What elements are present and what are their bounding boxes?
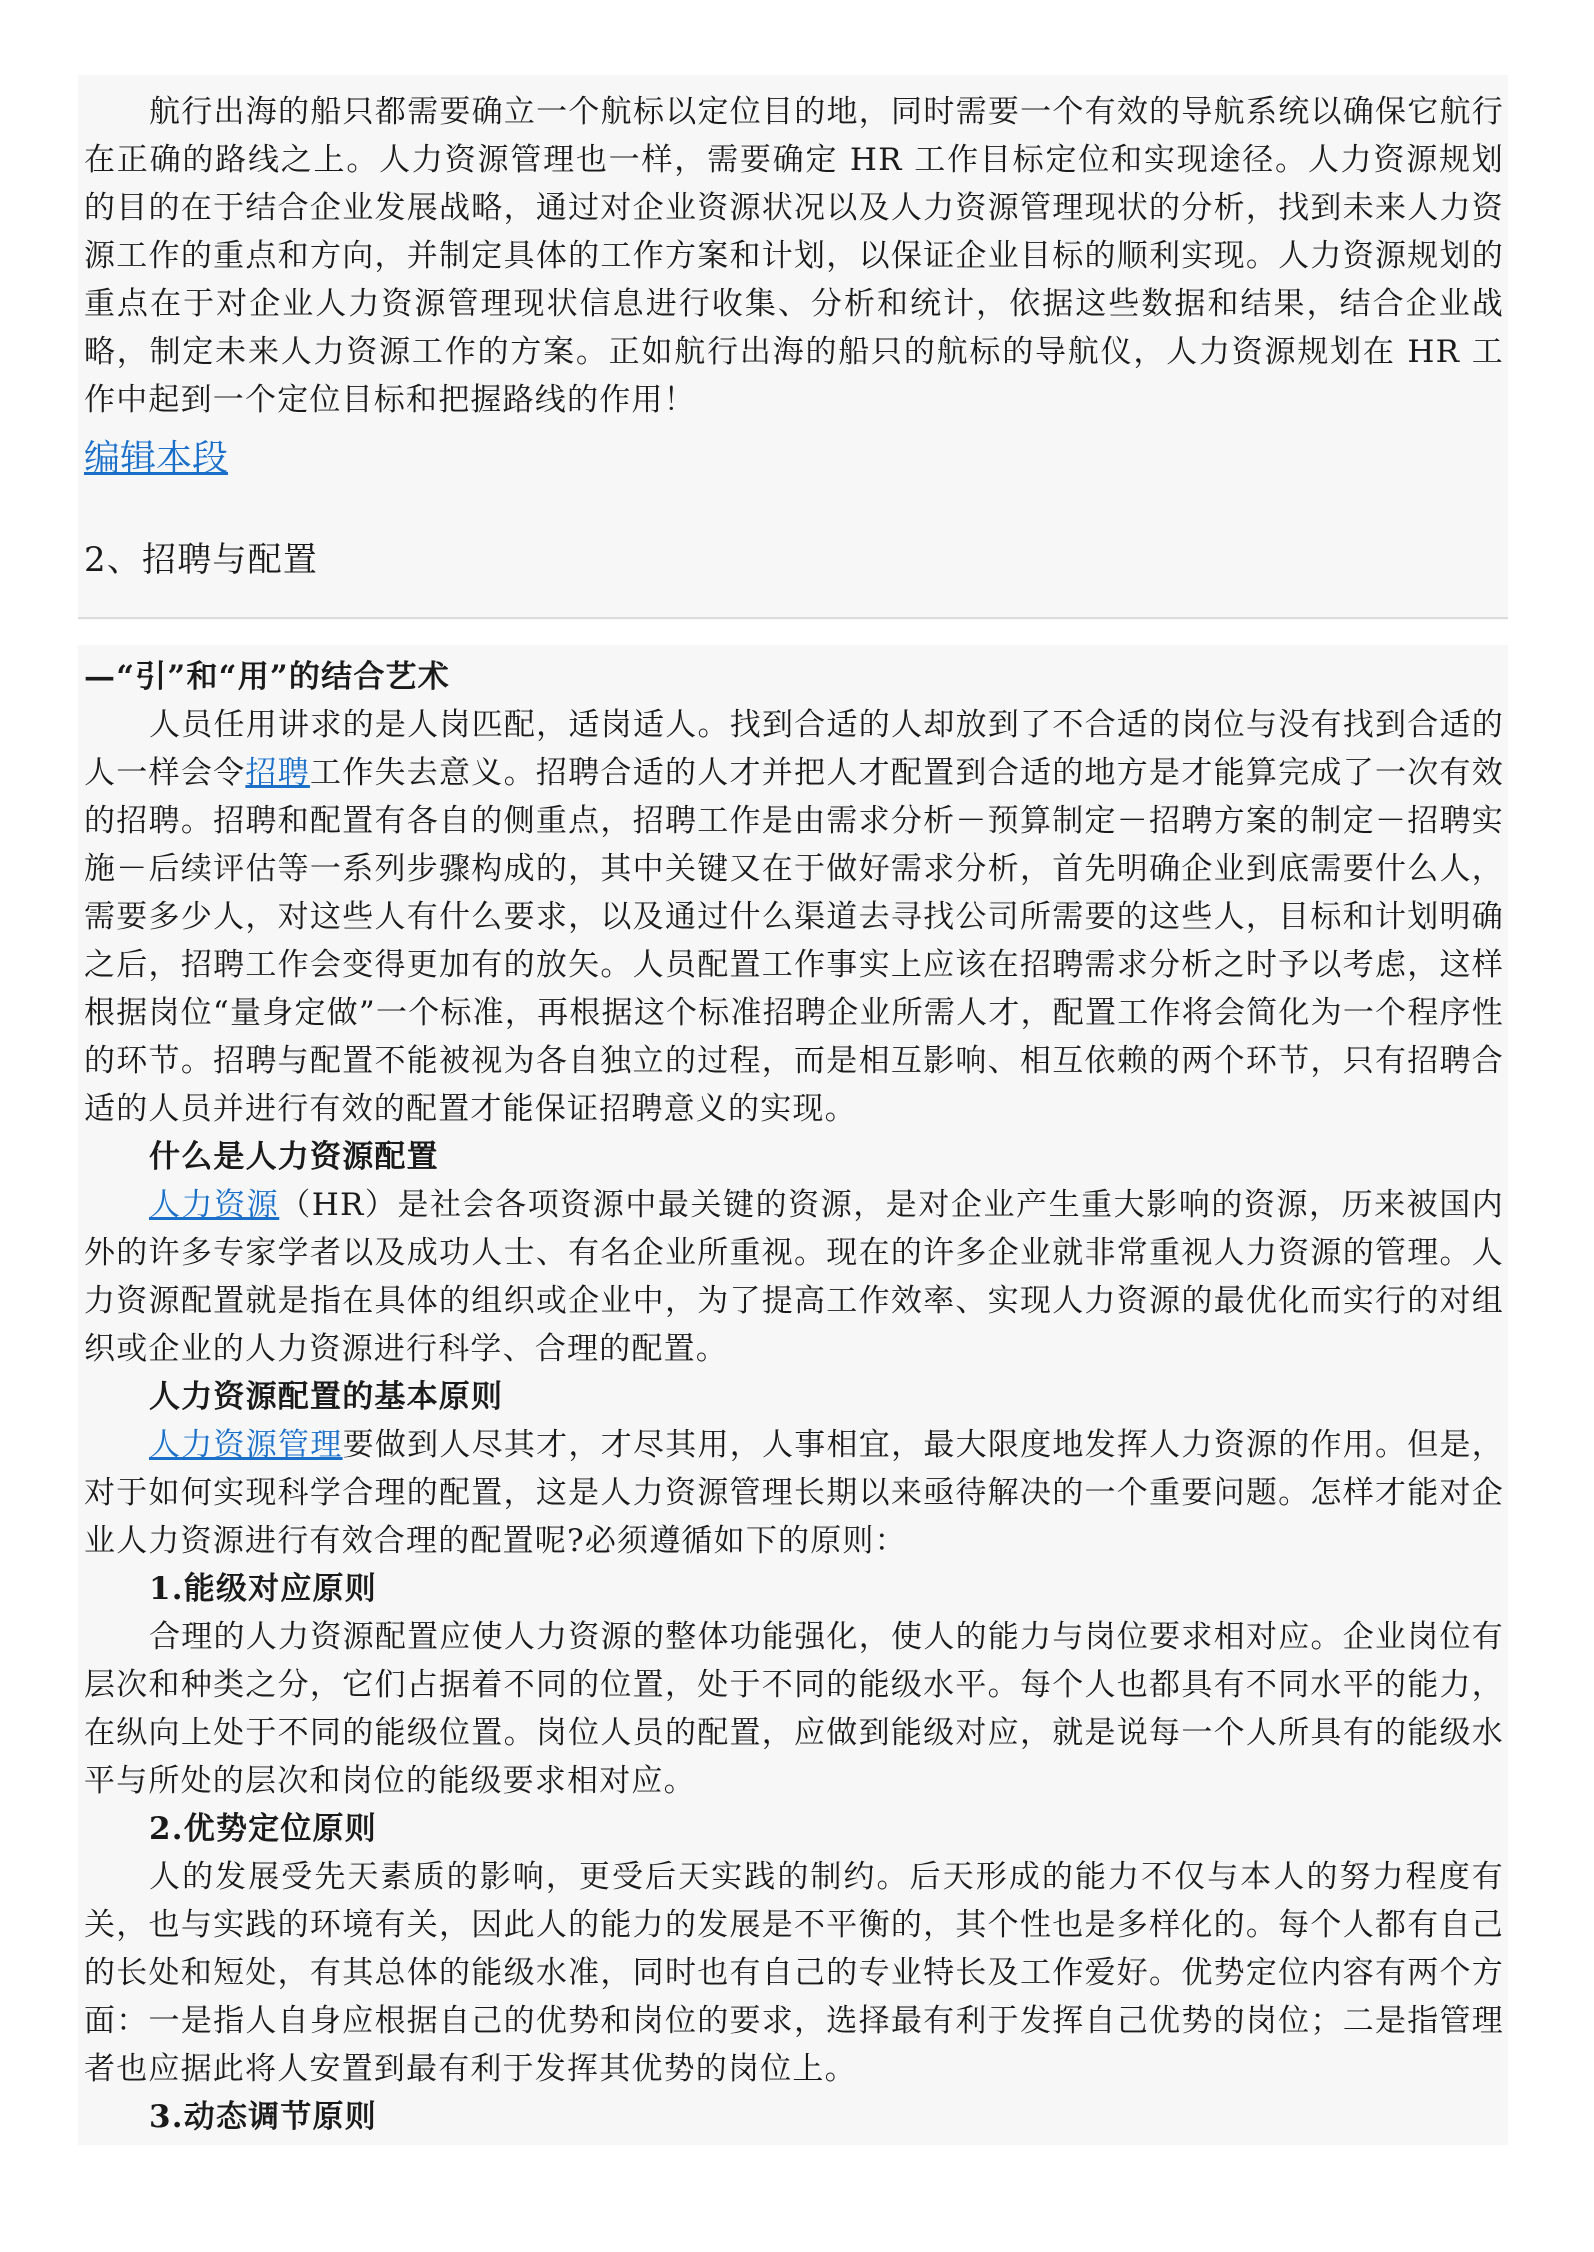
recruitment-paragraph: 人员任用讲求的是人岗匹配，适岗适人。找到合适的人却放到了不合适的岗位与没有找到合适的人一样会令招聘工作失去意义。招聘合适的人才并把人才配置到合适的地方是才能算完成了一次有效的招聘。招聘和配置有各自的侧重点，招聘工作是由需求分析－预算制定－招聘方案的制定－招聘实施－后续评估等一系列步骤构成的，其中关键又在于做好需求分析，首先明确企业到底需要什么人，需要多少人，对这些人有什么要求，以及通过什么渠道去寻找公司所需要的这些人，目标和计划明确之后，招聘工作会变得更加有的放矢。人员配置工作事实上应该在招聘需求分析之时予以考虑，这样根据岗位“量身定做”一个标准，再根据这个标准招聘企业所需人才，配置工作将会简化为一个程序性的环节。招聘与配置不能被视为各自独立的过程，而是相互影响、相互依赖的两个环节，只有招聘合适的人员并进行有效的配置才能保证招聘意义的实现。 — [84, 707, 1505, 1127]
principle-1-paragraph: 合理的人力资源配置应使人力资源的整体功能强化，使人的能力与岗位要求相对应。企业岗位有层次和种类之分，它们占据着不同的位置，处于不同的能级水平。每个人也都具有不同水平的能力，在纵向上处于不同的能级位置。岗位人员的配置，应做到能级对应，就是说每一个人所具有的能级水平与所处的层次和岗位的能级要求相对应。 — [84, 1619, 1504, 1799]
principles-intro-paragraph: 人力资源管理要做到人尽其才，才尽其用，人事相宜，最大限度地发挥人力资源的作用。但是，对于如何实现科学合理的配置，这是人力资源管理长期以来亟待解决的一个重要问题。怎样才能对企业人力资源进行有效合理的配置呢?必须遵循如下的原则： — [84, 1427, 1505, 1559]
section-divider — [78, 617, 1508, 619]
section-heading: 2、招聘与配置 — [84, 540, 319, 580]
principle-3-heading: 3.动态调节原则 — [149, 2099, 377, 2135]
hr-definition-paragraph: 人力资源（HR）是社会各项资源中最关键的资源，是对企业产生重大影响的资源，历来被国内外的许多专家学者以及成功人士、有名企业所重视。现在的许多企业就非常重视人力资源的管理。人力资源配置就是指在具体的组织或企业中，为了提高工作效率、实现人力资源的最优化而实行的对组织或企业的人力资源进行科学、合理的配置。 — [84, 1187, 1504, 1367]
intro-paragraph: 航行出海的船只都需要确立一个航标以定位目的地，同时需要一个有效的导航系统以确保它航行在正确的路线之上。人力资源管理也一样，需要确定 HR 工作目标定位和实现途径。人力资源规划的目的在于结合企业发展战略，通过对企业资源状况以及人力资源管理现状的分析，找到未来人力资源工作的重点和方向，并制定具体的工作方案和计划，以保证企业目标的顺利实现。人力资源规划的重点在于对企业人力资源管理现状信息进行收集、分析和统计，依据这些数据和结果，结合企业战略，制定未来人力资源工作的方案。正如航行出海的船只的航标的导航仪，人力资源规划在 HR 工作中起到一个定位目标和把握路线的作用！ — [84, 94, 1504, 418]
principle-1-heading: 1.能级对应原则 — [149, 1571, 377, 1607]
tagline: —“引”和“用”的结合艺术 — [84, 659, 450, 695]
principle-2-heading: 2.优势定位原则 — [149, 1811, 377, 1847]
principle-2-paragraph: 人的发展受先天素质的影响，更受后天实践的制约。后天形成的能力不仅与本人的努力程度有关，也与实践的环境有关，因此人的能力的发展是不平衡的，其个性也是多样化的。每个人都有自己的长处和短处，有其总体的能级水准，同时也有自己的专业特长及工作爱好。优势定位内容有两个方面：一是指人自身应根据自己的优势和岗位的要求，选择最有利于发挥自己优势的岗位；二是指管理者也应据此将人安置到最有利于发挥其优势的岗位上。 — [84, 1859, 1504, 2087]
recruitment-link[interactable]: 招聘 — [245, 755, 310, 791]
basic-principles-heading: 人力资源配置的基本原则 — [149, 1379, 504, 1415]
hr-management-link[interactable]: 人力资源管理 — [149, 1427, 343, 1463]
human-resources-link[interactable]: 人力资源 — [149, 1187, 280, 1223]
edit-section-link[interactable]: 编辑本段 — [84, 438, 229, 479]
what-is-hr-allocation-heading: 什么是人力资源配置 — [149, 1139, 439, 1175]
